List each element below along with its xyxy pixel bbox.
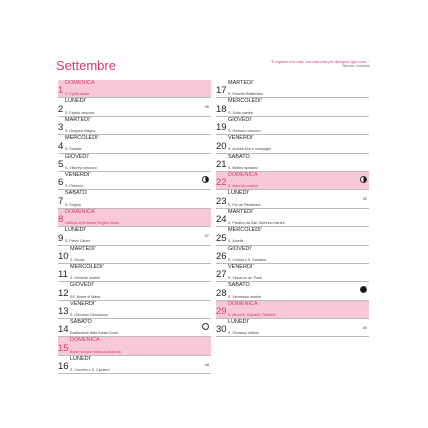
day-row <box>216 190 369 208</box>
weekday-name: LUNEDI' <box>70 355 92 362</box>
weekday-name: GIOVEDI' <box>228 245 252 252</box>
moon-phase-icon <box>360 286 367 293</box>
day-number: 30 <box>216 324 227 336</box>
day-number: 26 <box>216 250 227 262</box>
day-row <box>58 282 211 300</box>
weekday-name: LUNEDI' <box>228 190 250 197</box>
weekday-name: VENERDI' <box>70 300 96 307</box>
saint-name: S. Sofia martire <box>228 110 253 115</box>
saint-name: Beata Vergine Maria Addolorata <box>70 349 121 354</box>
day-row <box>58 98 211 116</box>
weekday-name: MERCOLEDI' <box>228 98 262 105</box>
day-row <box>58 172 211 190</box>
weekday-name: LUNEDI' <box>228 319 250 326</box>
weekday-name: SABATO <box>228 282 250 289</box>
saint-name: S. Matteo apostolo <box>228 165 258 170</box>
saint-name: S. Nicola <box>70 257 85 262</box>
day-number: 27 <box>216 269 227 281</box>
day-row <box>216 80 369 98</box>
weekday-name: GIOVEDI' <box>228 116 252 123</box>
weekday-name: LUNEDI' <box>65 98 87 105</box>
saint-name: S. Gregorio Magno <box>65 128 96 133</box>
weekday-name: MARTEDI' <box>65 116 91 123</box>
weekday-name: MARTEDI' <box>70 245 96 252</box>
saint-name: S. Andrea Kim e compagni <box>228 147 271 152</box>
saint-name: S. Pio da Pietralcina <box>228 202 261 207</box>
day-number: 22 <box>216 177 227 189</box>
moon-phase-icon <box>360 176 367 183</box>
day-row <box>58 319 211 337</box>
saint-name: SS. Nome di Maria <box>70 294 101 299</box>
day-row <box>216 209 369 227</box>
day-number: 5 <box>58 158 64 170</box>
weekday-name: VENERDI' <box>65 171 91 178</box>
day-row <box>58 246 211 264</box>
saint-name: S. Regina <box>65 202 81 207</box>
left-column <box>58 80 211 374</box>
weekday-name: MERCOLEDI' <box>65 135 99 142</box>
day-number: 29 <box>216 306 227 318</box>
saint-name: S. Vittorino vescovo <box>65 165 97 170</box>
day-number: 3 <box>58 122 64 134</box>
saint-name: Natività della Beata Vergine Maria <box>65 220 120 225</box>
day-row <box>216 282 369 300</box>
saint-name: S. Aurelia <box>228 239 244 244</box>
weekday-name: MARTEDI' <box>228 208 254 215</box>
day-row <box>216 319 369 337</box>
day-number: 21 <box>216 158 227 170</box>
weekday-name: SABATO <box>70 319 92 326</box>
right-column <box>216 80 369 337</box>
weekday-name: GIOVEDI' <box>70 282 94 289</box>
weekday-name: DOMENICA <box>70 337 100 344</box>
week-number: 40 <box>362 325 367 331</box>
day-row <box>216 172 369 190</box>
day-number: 20 <box>216 140 227 152</box>
saint-name: S. Pacifico da San Severino martire <box>228 220 285 225</box>
day-number: 24 <box>216 214 227 226</box>
day-row <box>58 80 211 98</box>
weekday-name: VENERDI' <box>228 135 254 142</box>
week-number: 38 <box>204 361 209 367</box>
saint-name: S. Roberto Bellarmino <box>228 92 264 97</box>
moon-phase-icon <box>202 323 209 330</box>
saint-name: Esaltazione della Santa Croce <box>70 331 119 336</box>
saint-name: S. Pietro Calver <box>65 239 91 244</box>
day-row <box>216 154 369 172</box>
saint-name: S. Maurizio martire <box>228 184 259 189</box>
saint-name: S. Cornelio e S. Cipriano <box>70 368 110 373</box>
saint-name: S. Demede martire <box>70 276 101 281</box>
month-title: Settembre <box>56 58 116 73</box>
day-number: 17 <box>216 85 227 97</box>
day-row <box>58 135 211 153</box>
day-number: 1 <box>58 85 64 97</box>
day-number: 2 <box>58 103 64 115</box>
weekday-name: MARTEDI' <box>228 80 254 86</box>
weekday-name: LUNEDI' <box>65 227 87 234</box>
day-row <box>216 135 369 153</box>
weekday-name: DOMENICA <box>65 80 95 86</box>
saint-name: S. Giovanni Crisostomo <box>70 312 108 317</box>
day-number: 11 <box>58 269 68 281</box>
day-row <box>58 117 211 135</box>
weekday-name: VENERDI' <box>228 263 254 270</box>
weekday-name: MERCOLEDI' <box>228 227 262 234</box>
week-number: 36 <box>204 104 209 110</box>
day-number: 8 <box>58 214 64 226</box>
day-number: 19 <box>216 122 227 134</box>
day-number: 16 <box>58 361 69 373</box>
day-number: 15 <box>58 342 69 354</box>
day-number: 18 <box>216 103 227 115</box>
day-row <box>216 227 369 245</box>
weekday-name: MERCOLEDI' <box>70 263 104 270</box>
day-row <box>58 356 211 374</box>
saint-name: S. Egidio abate <box>65 92 90 97</box>
weekday-name: SABATO <box>65 190 87 197</box>
saint-name: S. Elpidio vescovo <box>65 110 95 115</box>
weekday-name: DOMENICA <box>228 300 258 307</box>
weekday-name: DOMENICA <box>228 171 258 178</box>
saint-name: S. Vincenzo de' Paoli <box>228 276 262 281</box>
saint-name: S. Gennaro vescovo <box>228 128 261 133</box>
weekday-name: DOMENICA <box>65 208 95 215</box>
quote-text: "Ti regalerò una rosa, una rosa rosa per dipingere ogni cosa..." <box>270 60 370 64</box>
saint-name: S. Petronio <box>65 184 83 189</box>
day-number: 10 <box>58 250 69 262</box>
day-number: 12 <box>58 287 69 299</box>
weekday-name: SABATO <box>228 153 250 160</box>
day-row <box>58 337 211 355</box>
day-row <box>58 264 211 282</box>
day-number: 14 <box>58 324 69 336</box>
day-number: 9 <box>58 232 64 244</box>
day-row <box>216 117 369 135</box>
day-row <box>58 301 211 319</box>
saint-name: S. Michele, Gabriele, Raffaele <box>228 312 276 317</box>
day-row <box>216 246 369 264</box>
day-number: 13 <box>58 306 69 318</box>
day-number: 6 <box>58 177 64 189</box>
day-row <box>216 301 369 319</box>
week-number: 39 <box>362 196 367 202</box>
day-row <box>58 154 211 172</box>
saint-name: S. Rosalia <box>65 147 82 152</box>
saint-name: S. Girolamo dottore <box>228 331 260 336</box>
saint-name: S. Cosma e S. Damiano <box>228 257 267 262</box>
day-number: 25 <box>216 232 227 244</box>
saint-name: S. Venceslao martire <box>228 294 262 299</box>
quote <box>212 60 370 69</box>
day-number: 7 <box>58 195 64 207</box>
day-row <box>58 227 211 245</box>
day-row <box>216 264 369 282</box>
moon-phase-icon <box>202 176 209 183</box>
day-number: 28 <box>216 287 227 299</box>
quote-author: Simone Cristicchi <box>342 64 370 69</box>
day-number: 23 <box>216 195 227 207</box>
day-row <box>58 190 211 208</box>
week-number: 37 <box>204 233 209 239</box>
day-row <box>216 98 369 116</box>
day-number: 4 <box>58 140 64 152</box>
weekday-name: GIOVEDI' <box>65 153 89 160</box>
day-row <box>58 209 211 227</box>
